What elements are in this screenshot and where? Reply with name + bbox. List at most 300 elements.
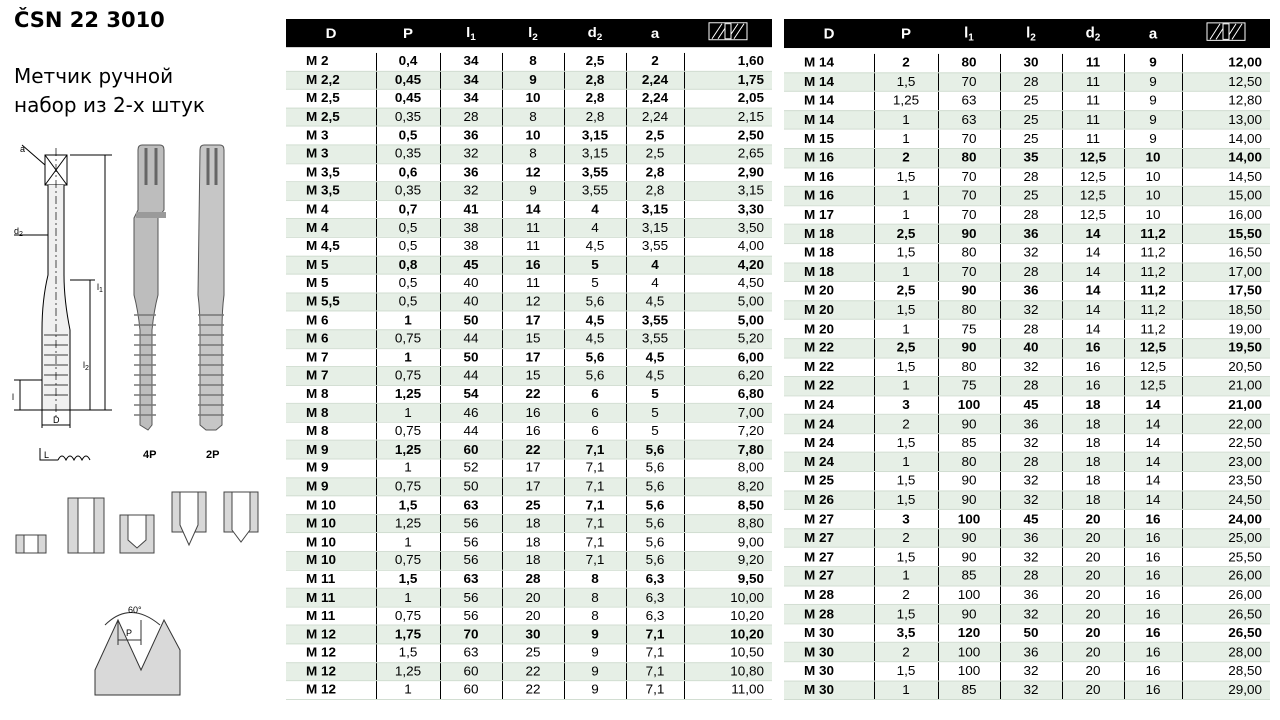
cell-square: 10,20 xyxy=(684,625,772,643)
header-a: a xyxy=(626,19,684,47)
cell-a: 16 xyxy=(1124,510,1182,529)
cell-l2: 36 xyxy=(1000,282,1062,301)
cell-a: 5,6 xyxy=(626,551,684,569)
cell-a: 14 xyxy=(1124,491,1182,510)
cell-square: 14,50 xyxy=(1182,167,1270,186)
table-row xyxy=(286,478,772,496)
cell-l1: 63 xyxy=(938,110,1000,129)
cell-size: M 8 xyxy=(286,385,376,403)
cell-d2: 3,55 xyxy=(564,182,626,200)
cell-size: M 16 xyxy=(784,186,874,205)
cell-square: 8,80 xyxy=(684,515,772,533)
cell-size: M 3 xyxy=(286,145,376,163)
cell-pitch: 1 xyxy=(874,205,938,224)
cell-pitch: 2 xyxy=(874,54,938,73)
cell-d2: 9 xyxy=(564,662,626,680)
cell-pitch: 1,5 xyxy=(874,605,938,624)
cell-l2: 28 xyxy=(1000,263,1062,282)
cell-l1: 56 xyxy=(440,588,502,606)
cell-square: 5,00 xyxy=(684,311,772,329)
cell-pitch: 2,5 xyxy=(874,282,938,301)
cell-l1: 70 xyxy=(938,263,1000,282)
cell-l1: 45 xyxy=(440,256,502,274)
cell-l1: 60 xyxy=(440,662,502,680)
cell-l2: 16 xyxy=(502,256,564,274)
cell-d2: 16 xyxy=(1062,339,1124,358)
cell-a: 12,5 xyxy=(1124,358,1182,377)
table-row xyxy=(784,358,1270,377)
header-l2: $l_2$ xyxy=(1000,19,1062,48)
cell-l1: 80 xyxy=(938,244,1000,263)
cell-d2: 7,1 xyxy=(564,533,626,551)
cell-a: 5 xyxy=(626,404,684,422)
cell-size: M 5 xyxy=(286,256,376,274)
table-row xyxy=(286,256,772,274)
cell-size: M 18 xyxy=(784,225,874,244)
cell-pitch: 1 xyxy=(376,311,440,329)
cell-l2: 28 xyxy=(502,570,564,588)
cell-d2: 20 xyxy=(1062,567,1124,586)
cell-pitch: 3 xyxy=(874,510,938,529)
cell-size: M 12 xyxy=(286,662,376,680)
cell-a: 5,6 xyxy=(626,515,684,533)
cell-size: M 6 xyxy=(286,311,376,329)
cell-l2: 32 xyxy=(1000,358,1062,377)
cell-d2: 5,6 xyxy=(564,367,626,385)
cell-d2: 7,1 xyxy=(564,478,626,496)
cell-a: 9 xyxy=(1124,110,1182,129)
cell-d2: 9 xyxy=(564,644,626,662)
cell-size: M 8 xyxy=(286,422,376,440)
cell-d2: 3,15 xyxy=(564,126,626,144)
table-row xyxy=(286,163,772,181)
table-row xyxy=(784,148,1270,167)
table-row xyxy=(784,225,1270,244)
table-row xyxy=(286,145,772,163)
cell-square: 2,90 xyxy=(684,163,772,181)
cell-size: M 17 xyxy=(784,205,874,224)
table-row xyxy=(784,643,1270,662)
cell-square: 25,50 xyxy=(1182,548,1270,567)
cell-a: 11,2 xyxy=(1124,263,1182,282)
cell-pitch: 2 xyxy=(874,415,938,434)
cell-d2: 12,5 xyxy=(1062,205,1124,224)
cell-l1: 120 xyxy=(938,624,1000,643)
cell-l2: 36 xyxy=(1000,643,1062,662)
cell-square: 10,50 xyxy=(684,644,772,662)
table-row xyxy=(286,348,772,366)
cell-d2: 8 xyxy=(564,607,626,625)
table-row xyxy=(286,588,772,606)
cell-l1: 44 xyxy=(440,422,502,440)
cell-l1: 100 xyxy=(938,586,1000,605)
header-p: P xyxy=(376,19,440,47)
table-row xyxy=(784,548,1270,567)
cell-a: 3,55 xyxy=(626,330,684,348)
cell-square: 19,50 xyxy=(1182,339,1270,358)
cell-d2: 9 xyxy=(564,681,626,699)
cell-d2: 4 xyxy=(564,200,626,218)
cell-l2: 32 xyxy=(1000,434,1062,453)
header-l1: $l_1$ xyxy=(440,19,502,47)
cell-square: 6,20 xyxy=(684,367,772,385)
table-row xyxy=(784,301,1270,320)
cell-d2: 4,5 xyxy=(564,330,626,348)
cell-pitch: 1 xyxy=(874,263,938,282)
cell-l2: 28 xyxy=(1000,377,1062,396)
cell-d2: 20 xyxy=(1062,624,1124,643)
cell-pitch: 0,7 xyxy=(376,200,440,218)
cell-pitch: 1,5 xyxy=(376,644,440,662)
cell-d2: 20 xyxy=(1062,529,1124,548)
cell-pitch: 2 xyxy=(874,586,938,605)
cell-square: 20,50 xyxy=(1182,358,1270,377)
cell-pitch: 1,5 xyxy=(874,548,938,567)
cell-d2: 16 xyxy=(1062,358,1124,377)
cell-l2: 35 xyxy=(1000,148,1062,167)
cell-square: 14,00 xyxy=(1182,148,1270,167)
cell-l1: 50 xyxy=(440,311,502,329)
cell-square: 10,80 xyxy=(684,662,772,680)
cell-pitch: 1 xyxy=(874,110,938,129)
table-row xyxy=(286,422,772,440)
cell-l1: 100 xyxy=(938,662,1000,681)
table-row xyxy=(784,434,1270,453)
cell-pitch: 1,25 xyxy=(874,91,938,110)
header-l1: $l_1$ xyxy=(938,19,1000,48)
cell-d2: 20 xyxy=(1062,605,1124,624)
cell-l1: 28 xyxy=(440,108,502,126)
table-row xyxy=(784,529,1270,548)
cell-a: 5,6 xyxy=(626,496,684,514)
label-angle: 60° xyxy=(128,605,142,615)
cell-d2: 11 xyxy=(1062,72,1124,91)
square-drive-icon xyxy=(1182,19,1270,48)
cell-l1: 70 xyxy=(938,205,1000,224)
cell-l1: 56 xyxy=(440,607,502,625)
cell-l1: 85 xyxy=(938,681,1000,700)
cell-pitch: 1 xyxy=(874,320,938,339)
cell-square: 17,50 xyxy=(1182,282,1270,301)
cell-l2: 20 xyxy=(502,588,564,606)
header-p: P xyxy=(874,19,938,48)
cell-square: 23,00 xyxy=(1182,453,1270,472)
cell-l2: 28 xyxy=(1000,167,1062,186)
cell-l2: 28 xyxy=(1000,453,1062,472)
header-a: a xyxy=(1124,19,1182,48)
cell-a: 14 xyxy=(1124,434,1182,453)
cell-a: 2 xyxy=(626,53,684,71)
cell-l2: 18 xyxy=(502,515,564,533)
cell-d2: 7,1 xyxy=(564,515,626,533)
cell-a: 9 xyxy=(1124,91,1182,110)
cell-l1: 44 xyxy=(440,367,502,385)
cell-square: 15,50 xyxy=(1182,225,1270,244)
cell-pitch: 1,25 xyxy=(376,441,440,459)
cell-d2: 7,1 xyxy=(564,441,626,459)
cell-d2: 7,1 xyxy=(564,459,626,477)
cell-l2: 10 xyxy=(502,89,564,107)
table-row xyxy=(784,72,1270,91)
label-pitch: P xyxy=(126,628,133,638)
cell-d2: 11 xyxy=(1062,54,1124,73)
tap-4p-drawing xyxy=(134,145,166,430)
cell-l1: 34 xyxy=(440,53,502,71)
cell-d2: 20 xyxy=(1062,662,1124,681)
cell-a: 16 xyxy=(1124,662,1182,681)
header-d2: $d_2$ xyxy=(564,19,626,47)
cell-size: M 12 xyxy=(286,625,376,643)
cell-pitch: 1 xyxy=(874,681,938,700)
cell-a: 14 xyxy=(1124,453,1182,472)
cell-a: 5 xyxy=(626,422,684,440)
table-row xyxy=(784,624,1270,643)
cell-l1: 63 xyxy=(440,496,502,514)
cell-d2: 5 xyxy=(564,256,626,274)
cell-size: M 10 xyxy=(286,515,376,533)
cell-l1: 44 xyxy=(440,330,502,348)
table-row xyxy=(286,570,772,588)
cell-l2: 16 xyxy=(502,404,564,422)
label-4p: 4P xyxy=(143,449,157,461)
cell-d2: 3,55 xyxy=(564,163,626,181)
cell-a: 14 xyxy=(1124,415,1182,434)
cell-size: M 30 xyxy=(784,624,874,643)
cell-a: 3,55 xyxy=(626,311,684,329)
cell-l2: 17 xyxy=(502,348,564,366)
tap-table-right xyxy=(784,19,1270,700)
cell-square: 21,00 xyxy=(1182,377,1270,396)
cell-a: 5 xyxy=(626,385,684,403)
table-row xyxy=(286,441,772,459)
cell-pitch: 0,75 xyxy=(376,607,440,625)
cell-size: M 10 xyxy=(286,551,376,569)
table-row xyxy=(286,274,772,292)
cell-l1: 63 xyxy=(440,644,502,662)
cell-pitch: 1,25 xyxy=(376,385,440,403)
cell-d2: 6 xyxy=(564,404,626,422)
cell-pitch: 1,25 xyxy=(376,515,440,533)
cell-l2: 25 xyxy=(1000,129,1062,148)
cell-d2: 6 xyxy=(564,385,626,403)
cell-a: 6,3 xyxy=(626,570,684,588)
cell-size: M 28 xyxy=(784,586,874,605)
cell-d2: 12,5 xyxy=(1062,167,1124,186)
cell-square: 24,50 xyxy=(1182,491,1270,510)
cell-square: 16,50 xyxy=(1182,244,1270,263)
cell-pitch: 1 xyxy=(874,453,938,472)
cell-a: 14 xyxy=(1124,472,1182,491)
cell-size: M 2,5 xyxy=(286,89,376,107)
cell-l1: 46 xyxy=(440,404,502,422)
cell-d2: 5 xyxy=(564,274,626,292)
table-row xyxy=(784,396,1270,415)
cell-pitch: 2,5 xyxy=(874,225,938,244)
table-row xyxy=(784,339,1270,358)
cell-d2: 14 xyxy=(1062,263,1124,282)
cell-square: 9,20 xyxy=(684,551,772,569)
cell-size: M 14 xyxy=(784,54,874,73)
cell-pitch: 3 xyxy=(874,396,938,415)
cell-l2: 50 xyxy=(1000,624,1062,643)
cell-l2: 8 xyxy=(502,145,564,163)
cell-size: M 28 xyxy=(784,605,874,624)
cell-square: 4,50 xyxy=(684,274,772,292)
cell-size: M 5,5 xyxy=(286,293,376,311)
label-l1: $l_1$ xyxy=(97,282,103,294)
cell-l1: 90 xyxy=(938,472,1000,491)
cell-l2: 18 xyxy=(502,551,564,569)
cell-size: M 9 xyxy=(286,459,376,477)
cell-size: M 30 xyxy=(784,643,874,662)
cell-l2: 25 xyxy=(502,496,564,514)
cell-square: 4,00 xyxy=(684,237,772,255)
cell-size: M 15 xyxy=(784,129,874,148)
cell-square: 3,50 xyxy=(684,219,772,237)
cell-pitch: 0,5 xyxy=(376,219,440,237)
cell-pitch: 2,5 xyxy=(874,339,938,358)
table-row xyxy=(784,244,1270,263)
cell-l1: 80 xyxy=(938,453,1000,472)
cell-square: 5,00 xyxy=(684,293,772,311)
cell-size: M 14 xyxy=(784,91,874,110)
cell-pitch: 0,45 xyxy=(376,89,440,107)
cell-size: M 11 xyxy=(286,607,376,625)
cell-pitch: 2 xyxy=(874,148,938,167)
cell-d2: 6 xyxy=(564,422,626,440)
cell-a: 5,6 xyxy=(626,459,684,477)
cell-square: 14,00 xyxy=(1182,129,1270,148)
cell-l1: 70 xyxy=(938,186,1000,205)
cell-d2: 20 xyxy=(1062,510,1124,529)
cell-l1: 63 xyxy=(938,91,1000,110)
table-row xyxy=(784,491,1270,510)
cell-size: M 11 xyxy=(286,588,376,606)
cell-a: 6,3 xyxy=(626,588,684,606)
cell-l2: 22 xyxy=(502,441,564,459)
cell-l1: 38 xyxy=(440,219,502,237)
cell-a: 2,8 xyxy=(626,182,684,200)
cell-a: 10 xyxy=(1124,148,1182,167)
cell-size: M 4,5 xyxy=(286,237,376,255)
cell-square: 8,50 xyxy=(684,496,772,514)
cell-square: 22,50 xyxy=(1182,434,1270,453)
cell-l1: 90 xyxy=(938,529,1000,548)
table-header-row xyxy=(784,19,1270,48)
cell-l1: 32 xyxy=(440,182,502,200)
cell-d2: 14 xyxy=(1062,244,1124,263)
cell-pitch: 0,6 xyxy=(376,163,440,181)
table-row xyxy=(286,533,772,551)
table-row xyxy=(286,681,772,699)
cell-square: 9,50 xyxy=(684,570,772,588)
table-row xyxy=(286,644,772,662)
table-row xyxy=(784,320,1270,339)
cell-a: 16 xyxy=(1124,567,1182,586)
table-row xyxy=(286,293,772,311)
cell-d2: 5,6 xyxy=(564,348,626,366)
cell-pitch: 1,25 xyxy=(376,662,440,680)
cell-a: 16 xyxy=(1124,586,1182,605)
table-row xyxy=(286,551,772,569)
table-row xyxy=(286,625,772,643)
cell-size: M 7 xyxy=(286,348,376,366)
table-row xyxy=(784,605,1270,624)
cell-a: 10 xyxy=(1124,167,1182,186)
header-d: D xyxy=(286,19,376,47)
cell-size: M 6 xyxy=(286,330,376,348)
cell-square: 25,00 xyxy=(1182,529,1270,548)
cell-l2: 10 xyxy=(502,126,564,144)
cell-a: 16 xyxy=(1124,643,1182,662)
cell-size: M 24 xyxy=(784,453,874,472)
subtitle-line-2: набор из 2-х штук xyxy=(14,93,205,117)
cell-pitch: 2 xyxy=(874,529,938,548)
cell-size: M 2,5 xyxy=(286,108,376,126)
table-row xyxy=(784,91,1270,110)
cell-square: 29,00 xyxy=(1182,681,1270,700)
cell-d2: 20 xyxy=(1062,586,1124,605)
cell-square: 26,50 xyxy=(1182,605,1270,624)
cell-l1: 50 xyxy=(440,478,502,496)
cell-a: 16 xyxy=(1124,548,1182,567)
tap-table-left xyxy=(286,19,772,700)
table-row xyxy=(784,453,1270,472)
cell-l1: 80 xyxy=(938,54,1000,73)
cell-l2: 25 xyxy=(1000,91,1062,110)
cell-square: 24,00 xyxy=(1182,510,1270,529)
cell-pitch: 1,5 xyxy=(874,491,938,510)
cell-size: M 2 xyxy=(286,53,376,71)
cell-size: M 2,2 xyxy=(286,71,376,89)
cell-size: M 10 xyxy=(286,533,376,551)
cell-l1: 63 xyxy=(440,570,502,588)
cell-l1: 50 xyxy=(440,348,502,366)
cell-a: 5,6 xyxy=(626,478,684,496)
cell-l1: 54 xyxy=(440,385,502,403)
cell-size: M 16 xyxy=(784,148,874,167)
cell-square: 1,75 xyxy=(684,71,772,89)
cell-pitch: 0,5 xyxy=(376,293,440,311)
label-l: l xyxy=(12,392,14,402)
cell-pitch: 1 xyxy=(376,533,440,551)
cell-square: 12,50 xyxy=(1182,72,1270,91)
cell-l2: 15 xyxy=(502,367,564,385)
cell-pitch: 1 xyxy=(376,404,440,422)
cell-size: M 18 xyxy=(784,263,874,282)
cell-pitch: 0,5 xyxy=(376,237,440,255)
cell-d2: 18 xyxy=(1062,415,1124,434)
tap-dimension-drawing xyxy=(14,145,112,460)
cell-size: M 20 xyxy=(784,282,874,301)
cell-size: M 20 xyxy=(784,320,874,339)
table-row xyxy=(286,459,772,477)
cell-l1: 32 xyxy=(440,145,502,163)
cell-a: 12,5 xyxy=(1124,377,1182,396)
label-L: L xyxy=(44,450,50,460)
cell-l2: 22 xyxy=(502,662,564,680)
table-row xyxy=(286,219,772,237)
cell-d2: 14 xyxy=(1062,320,1124,339)
cell-square: 23,50 xyxy=(1182,472,1270,491)
cell-l2: 36 xyxy=(1000,529,1062,548)
cell-d2: 11 xyxy=(1062,91,1124,110)
cell-square: 15,00 xyxy=(1182,186,1270,205)
square-drive-icon xyxy=(684,19,772,47)
cell-l2: 28 xyxy=(1000,567,1062,586)
cell-d2: 14 xyxy=(1062,301,1124,320)
cell-l2: 36 xyxy=(1000,225,1062,244)
